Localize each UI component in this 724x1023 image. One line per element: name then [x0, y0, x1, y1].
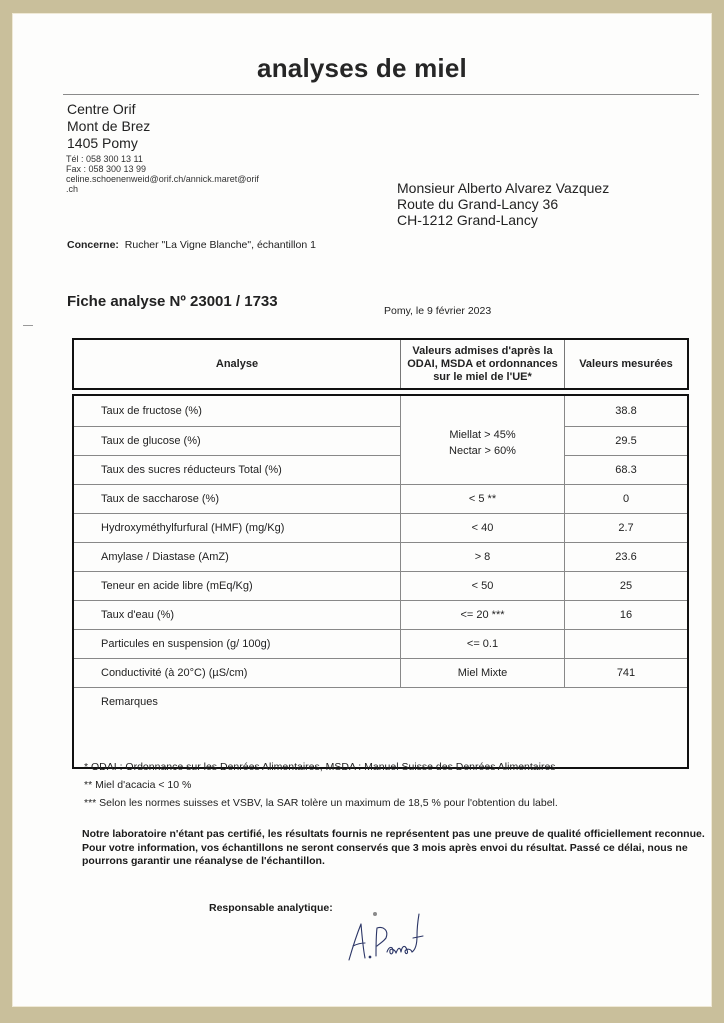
margin-mark: [23, 325, 33, 326]
admitted-cell: < 50: [401, 572, 565, 601]
table-row: [73, 659, 688, 688]
document-title: analyses de miel: [257, 53, 467, 83]
signature-image: [343, 906, 433, 966]
analyse-cell: Taux d'eau (%): [73, 601, 401, 630]
sender-city: 1405 Pomy: [67, 135, 138, 151]
remarks-row: [73, 688, 688, 769]
sender-street: Mont de Brez: [67, 118, 151, 134]
admitted-cell: < 40: [401, 514, 565, 543]
document-date: Pomy, le 9 février 2023: [384, 305, 492, 317]
header-valeurs-admises: [401, 339, 565, 389]
admitted-cell: <= 20 ***: [401, 601, 565, 630]
analyse-cell: Taux des sucres réducteurs Total (%): [73, 456, 401, 485]
analyse-cell: Amylase / Diastase (AmZ): [73, 543, 401, 572]
table-row: [73, 395, 688, 427]
analyse-cell: Teneur en acide libre (mEq/Kg): [73, 572, 401, 601]
table-row: [73, 572, 688, 601]
header-admises-line: ODAI, MSDA et ordonnances: [407, 357, 558, 370]
sugar-limits-cell: [401, 395, 565, 485]
limit-miellat: Miellat > 45%: [449, 429, 516, 441]
analyse-cell: Particules en suspension (g/ 100g): [73, 630, 401, 659]
recipient-street: Route du Grand-Lancy 36: [397, 196, 559, 212]
header-valeurs-mesurees: Valeurs mesurées: [565, 339, 689, 389]
limit-nectar: Nectar > 60%: [449, 445, 516, 457]
fiche-number: Fiche analyse Nº 23001 / 1733: [67, 293, 278, 310]
sender-email: celine.schoenenweid@orif.ch/annick.maret@orif: [66, 174, 259, 184]
measured-cell: 29.5: [565, 427, 689, 456]
table-row: [73, 514, 688, 543]
concerne-line: [67, 239, 316, 251]
admitted-cell: Miel Mixte: [401, 659, 565, 688]
admitted-cell: < 5 **: [401, 485, 565, 514]
analyse-cell: Hydroxyméthylfurfural (HMF) (mg/Kg): [73, 514, 401, 543]
measured-cell: 25: [565, 572, 689, 601]
measured-cell: 16: [565, 601, 689, 630]
analyse-cell: Conductivité (à 20°C) (µS/cm): [73, 659, 401, 688]
measured-cell: 741: [565, 659, 689, 688]
concerne-label: Concerne:: [67, 239, 119, 251]
table-row: [73, 456, 688, 485]
footnote-sar: *** Selon les normes suisses et VSBV, la SAR tolère un maximum de 18,5 % pour l'obtention du label.: [84, 797, 558, 809]
header-admises-line: Valeurs admises d'après la: [412, 344, 553, 357]
footnote-acacia: ** Miel d'acacia < 10 %: [84, 779, 192, 791]
admitted-cell: <= 0.1: [401, 630, 565, 659]
analyse-cell: Taux de glucose (%): [73, 427, 401, 456]
results-table: [72, 394, 689, 769]
measured-cell: 2.7: [565, 514, 689, 543]
measured-cell: 38.8: [565, 395, 689, 427]
table-row: [73, 601, 688, 630]
table-row: [73, 630, 688, 659]
footnote-odai: * ODAI : Ordonnance sur les Denrées Alimentaires, MSDA : Manuel Suisse des Denrées Alimentaires: [84, 761, 556, 773]
sender-email-cont: .ch: [66, 184, 79, 194]
sender-fax: Fax : 058 300 13 99: [66, 164, 147, 174]
table-header: [72, 338, 689, 390]
document-page: [12, 13, 712, 1007]
table-row: [73, 543, 688, 572]
measured-cell: 68.3: [565, 456, 689, 485]
admitted-cell: > 8: [401, 543, 565, 572]
measured-cell: [565, 630, 689, 659]
recipient-city: CH-1212 Grand-Lancy: [397, 212, 538, 228]
measured-cell: 0: [565, 485, 689, 514]
table-row: [73, 427, 688, 456]
header-admises-line: sur le miel de l'UE*: [433, 370, 532, 383]
concerne-value: Rucher "La Vigne Blanche", échantillon 1: [124, 239, 316, 251]
remarks-cell: Remarques: [73, 688, 688, 769]
sender-tel: Tél : 058 300 13 11: [66, 154, 143, 164]
responsable-label: Responsable analytique:: [209, 902, 333, 914]
certification-notice: Notre laboratoire n'étant pas certifié, les résultats fournis ne représentent pas une preuve de qualité officiellement reconnue. Pour votre information, vos échantillons ne seront conservés que 3 mois après envoi du résultat. Passé ce délai, nous ne pourrons garantir une réanalyse de l'échantillon.: [82, 828, 705, 867]
analyse-cell: Taux de saccharose (%): [73, 485, 401, 514]
header-analyse: Analyse: [215, 358, 259, 370]
title-divider: [63, 94, 699, 95]
recipient-name: Monsieur Alberto Alvarez Vazquez: [397, 180, 610, 196]
analyse-cell: Taux de fructose (%): [101, 405, 202, 417]
measured-cell: 23.6: [565, 543, 689, 572]
table-row: [73, 485, 688, 514]
sender-name: Centre Orif: [67, 101, 136, 117]
